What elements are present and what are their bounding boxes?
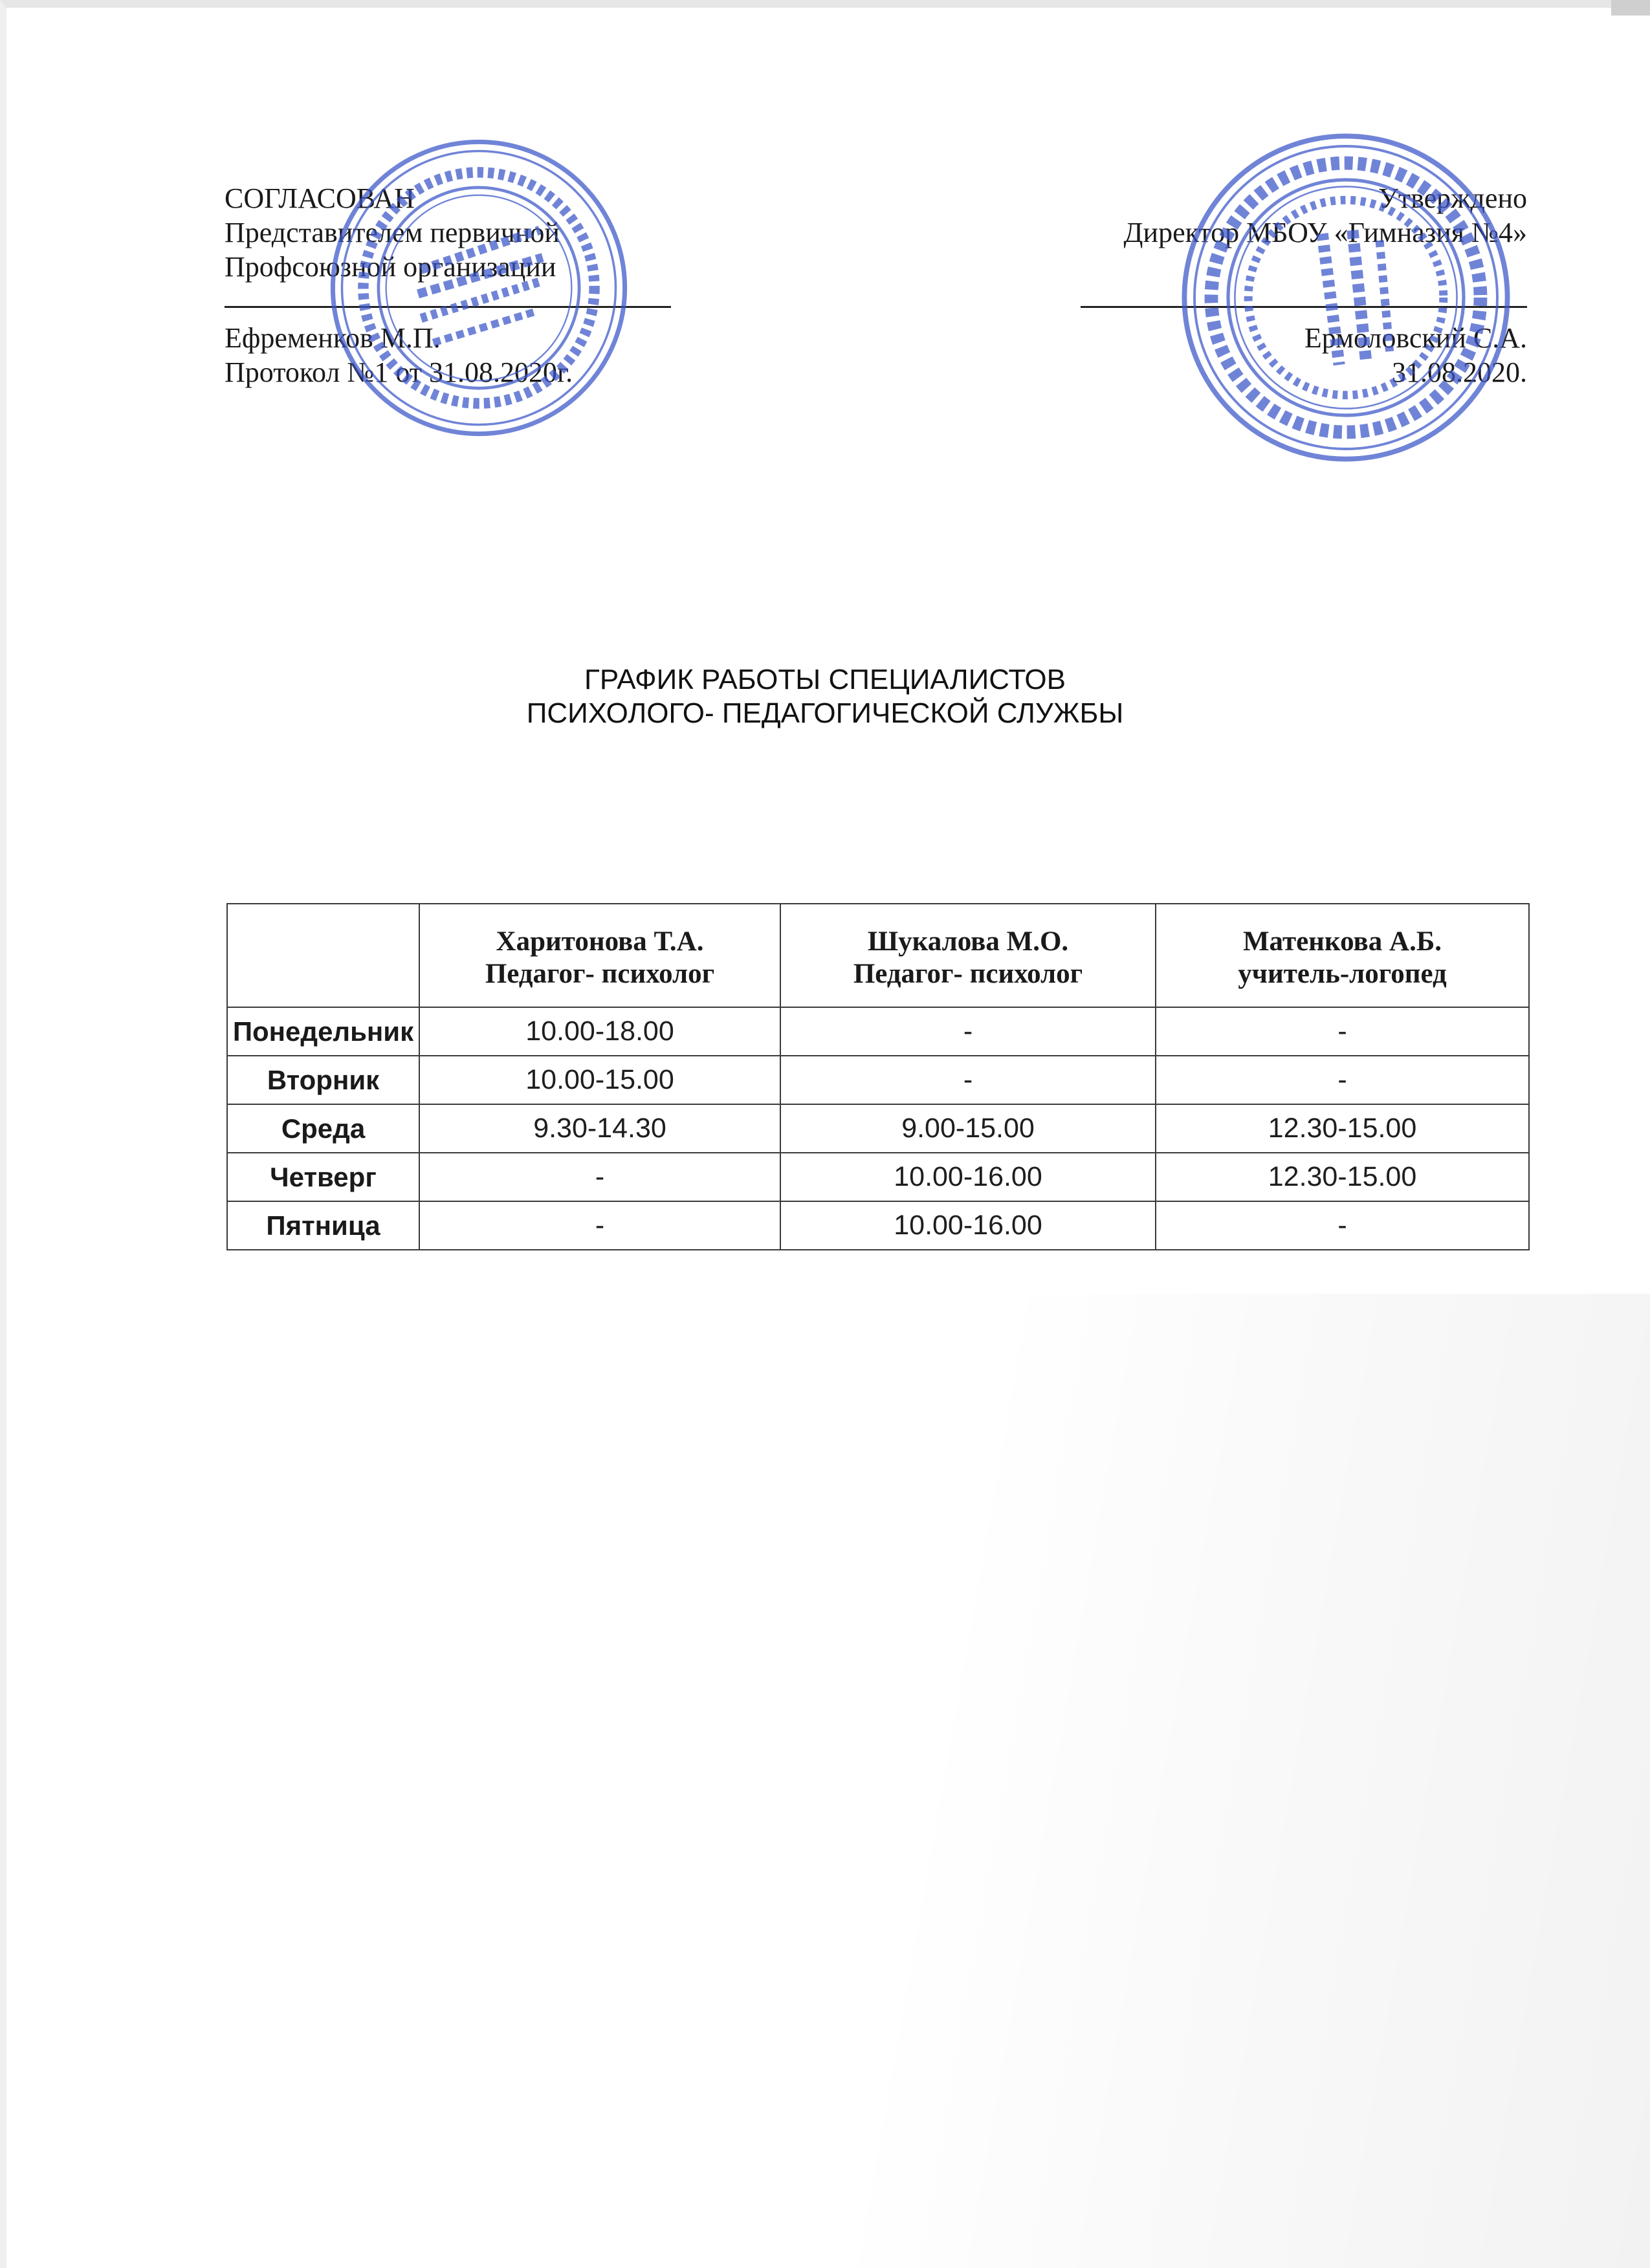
row-day-label: Пятница [227, 1201, 419, 1250]
document-title [0, 663, 1650, 730]
schedule-table [226, 903, 1530, 1250]
table-row [227, 1104, 1529, 1153]
union-signatory: Ефременков М.П. [225, 322, 441, 354]
row-day-label: Вторник [227, 1056, 419, 1104]
table-row [227, 1007, 1529, 1056]
row-day-label: Четверг [227, 1153, 419, 1201]
director-signatory: Ермоловский С.А. [1304, 322, 1527, 354]
union-approval-line-2: Профсоюзной организации [225, 251, 556, 283]
director-approval-date: 31.08.2020. [1392, 356, 1527, 388]
union-approval-line-1: Представителем первичной [225, 217, 560, 248]
schedule-cell: - [1156, 1056, 1529, 1104]
table-row [227, 1201, 1529, 1250]
document-title-line-2: ПСИХОЛОГО- ПЕДАГОГИЧЕСКОЙ СЛУЖБЫ [526, 697, 1124, 729]
header-specialist-3 [1156, 904, 1529, 1007]
director-title: Директор МБОУ «Гимназия №4» [1123, 217, 1527, 248]
union-approval-heading: СОГЛАСОВАН [225, 182, 415, 214]
specialist-name: Матенкова А.Б. [1242, 926, 1442, 957]
schedule-cell: - [1156, 1007, 1529, 1056]
schedule-cell: - [419, 1201, 780, 1250]
schedule-cell: 12.30-15.00 [1156, 1104, 1529, 1153]
schedule-cell: - [780, 1007, 1156, 1056]
specialist-name: Шукалова М.О. [867, 926, 1069, 957]
schedule-cell: 12.30-15.00 [1156, 1153, 1529, 1201]
page-corner [1611, 0, 1650, 16]
schedule-cell: - [780, 1056, 1156, 1104]
schedule-cell: 10.00-16.00 [780, 1201, 1156, 1250]
header-specialist-2 [780, 904, 1156, 1007]
schedule-cell: - [1156, 1201, 1529, 1250]
table-row [227, 1056, 1529, 1104]
schedule-cell: - [419, 1153, 780, 1201]
specialist-role: Педагог- психолог [485, 959, 715, 989]
scan-shadow [0, 1294, 1650, 2268]
schedule-cell: 10.00-15.00 [419, 1056, 780, 1104]
table-header-row [227, 904, 1529, 1007]
schedule-cell: 10.00-18.00 [419, 1007, 780, 1056]
director-approval-heading: Утверждено [1378, 182, 1527, 214]
row-day-label: Среда [227, 1104, 419, 1153]
document-title-line-1: ГРАФИК РАБОТЫ СПЕЦИАЛИСТОВ [584, 664, 1066, 695]
union-protocol: Протокол №1 от 31.08.2020г. [225, 356, 573, 388]
specialist-role: учитель-логопед [1238, 959, 1447, 989]
schedule-cell: 9.00-15.00 [780, 1104, 1156, 1153]
header-specialist-1 [419, 904, 780, 1007]
specialist-role: Педагог- психолог [853, 959, 1083, 989]
schedule-cell: 10.00-16.00 [780, 1153, 1156, 1201]
union-seal-stamp [327, 136, 631, 440]
header-corner-cell [227, 904, 419, 1007]
schedule-cell: 9.30-14.30 [419, 1104, 780, 1153]
school-seal-stamp [1178, 129, 1514, 466]
specialist-name: Харитонова Т.А. [496, 926, 704, 957]
row-day-label: Понедельник [227, 1007, 419, 1056]
table-row [227, 1153, 1529, 1201]
